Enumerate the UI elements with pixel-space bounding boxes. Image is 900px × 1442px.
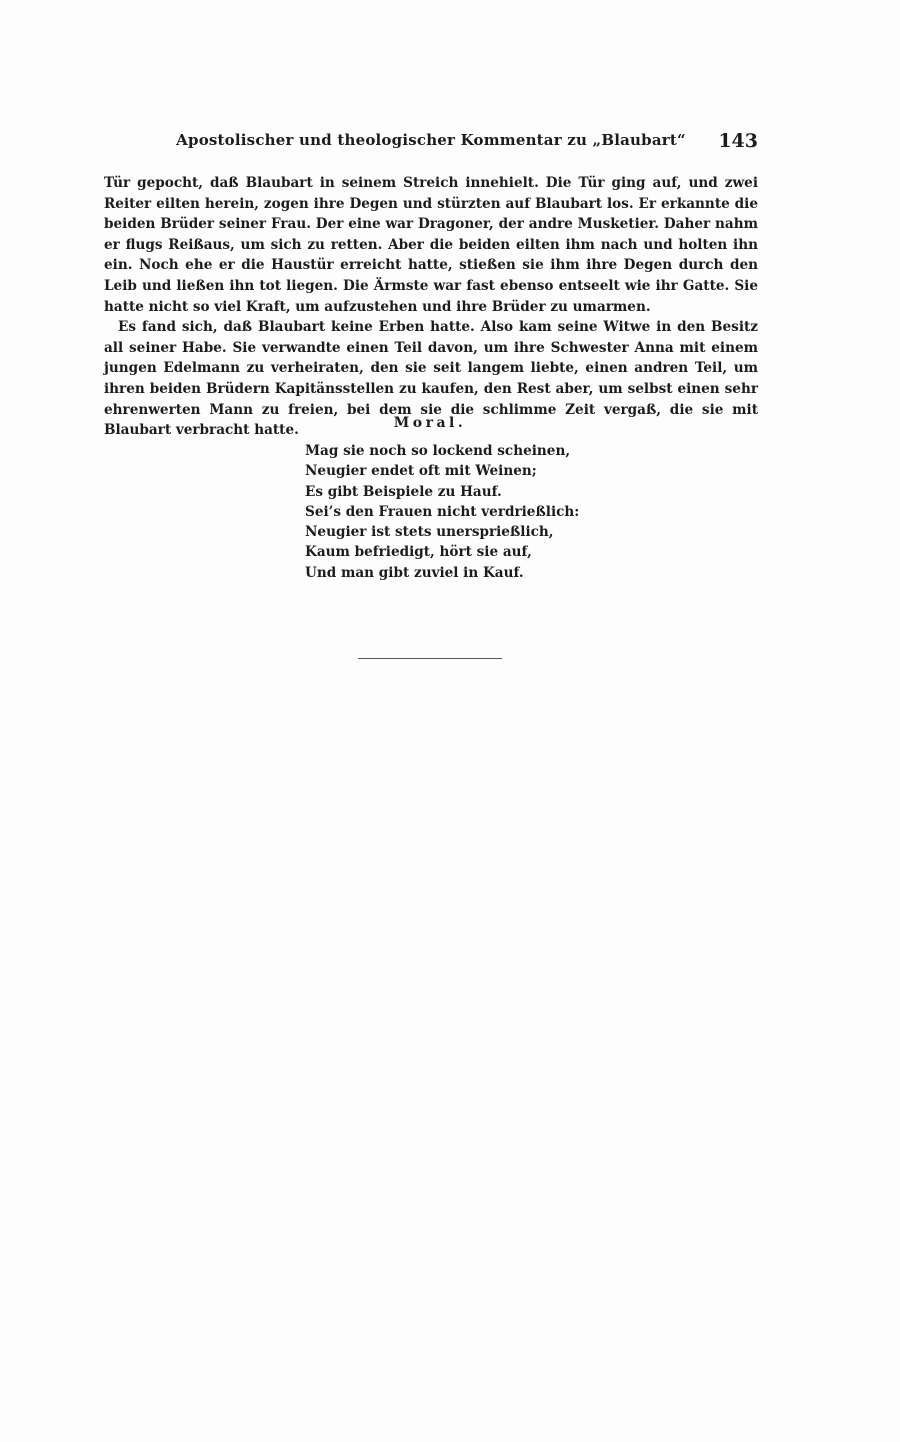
verse-line: Kaum befriedigt, hört sie auf, <box>305 544 532 561</box>
paragraph-1: Tür gepocht, daß Blaubart in seinem Streich innehielt. Die Tür ging auf, und zwei Reiter eilten herein, zogen ihre Degen und stürzten auf Blaubart los. Er erkannte die beiden Brüder seiner Frau. Der eine war Dragoner, der andre Musketier. Daher nahm er flugs Reißaus, um sich zu retten. Aber die beiden eilten ihm nach und holten ihn ein. Noch ehe er die Haustür erreicht hatte, stießen sie ihm ihre Degen durch den Leib und ließen ihn tot liegen. Die Ärmste war fast ebenso entseelt wie ihr Gatte. Sie hatte nicht so viel Kraft, um aufzustehen und ihre Brüder zu umarmen. <box>104 175 758 315</box>
running-title: Apostolischer und theologischer Kommentar zu „Blaubart“ <box>176 131 686 149</box>
verse-line: Neugier endet oft mit Weinen; <box>305 463 537 480</box>
moral-verse <box>305 441 579 583</box>
body-text <box>104 173 758 441</box>
verse-line: Mag sie noch so lockend scheinen, <box>305 443 571 459</box>
running-head <box>104 131 758 155</box>
paragraph-2: Es fand sich, daß Blaubart keine Erben hatte. Also kam seine Witwe in den Besitz all seiner Habe. Sie verwandte einen Teil davon, um ihre Schwester Anna mit einem jungen Edelmann zu verheiraten, den sie seit langem liebte, einen andren Teil, um ihren beiden Brüdern Kapitänsstellen zu kaufen, den Rest aber, um selbst einen sehr ehrenwerten Mann zu freien, bei dem sie die schlimme Zeit vergaß, die sie mit Blaubart verbracht hatte. <box>104 319 758 439</box>
verse-line: Neugier ist stets unersprießlich, <box>305 524 554 541</box>
page-number: 143 <box>718 130 758 152</box>
section-divider <box>358 658 502 659</box>
verse-line: Es gibt Beispiele zu Hauf. <box>305 483 502 500</box>
verse-line: Sei’s den Frauen nicht verdrießlich: <box>305 503 580 520</box>
moral-heading: Moral. <box>393 415 467 431</box>
verse-line: Und man gibt zuviel in Kauf. <box>305 564 524 581</box>
